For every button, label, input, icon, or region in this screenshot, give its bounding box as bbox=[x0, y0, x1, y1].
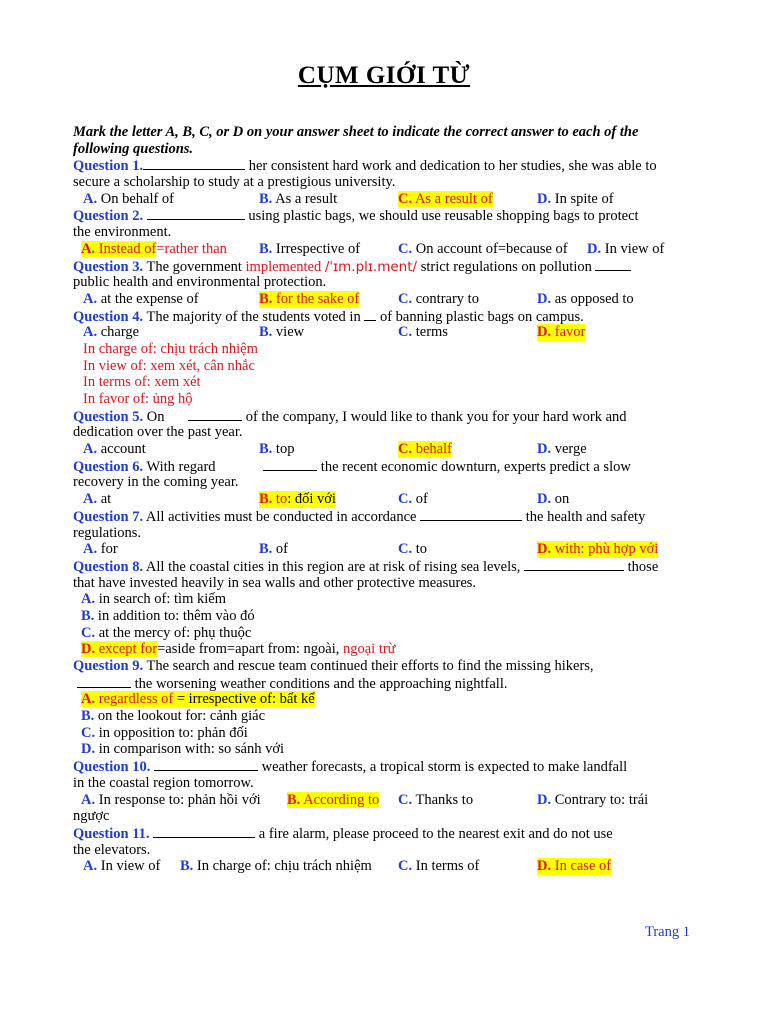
instruction: Mark the letter A, B, C, or D on your answer sheet to indicate the correct answer to each of the following questions. bbox=[73, 124, 639, 157]
answer-blank bbox=[364, 308, 376, 321]
question-text: The search and rescue team continued their efforts to find the missing hikers, bbox=[146, 658, 594, 675]
question-text: public health and environmental protection. bbox=[73, 274, 327, 291]
option-a: A. charge bbox=[83, 324, 140, 341]
question-label: Question 3. bbox=[73, 258, 144, 275]
answer-blank bbox=[420, 508, 522, 521]
option-b: B. in addition to: thêm vào đó bbox=[81, 607, 255, 624]
question-label: Question 4. bbox=[73, 308, 144, 325]
answer-blank bbox=[263, 458, 317, 471]
question-text: the recent economic downturn, experts predict a slow bbox=[320, 458, 631, 475]
option-d: D. verge bbox=[537, 441, 587, 458]
question-text: the worsening weather conditions and the approaching nightfall. bbox=[73, 675, 698, 692]
option-c-answer: C. As a result of bbox=[398, 190, 493, 207]
question-text: secure a scholarship to study at a prestigious university. bbox=[73, 174, 396, 191]
option-c-answer: C. behalf bbox=[398, 441, 452, 458]
question-label: Question 5. bbox=[73, 408, 144, 425]
options-row bbox=[73, 858, 698, 875]
option-a: A. In response to: phản hồi với bbox=[81, 791, 261, 808]
answer-blank bbox=[143, 157, 245, 170]
option-c: C. terms bbox=[398, 324, 448, 341]
option-b: B. In charge of: chịu trách nhiệm bbox=[180, 858, 372, 875]
note: In terms of: xem xét bbox=[83, 374, 201, 391]
answer-blank bbox=[524, 558, 624, 571]
option-b: B. view bbox=[259, 324, 305, 341]
option-d-answer: D. favor bbox=[537, 324, 586, 341]
question-text: using plastic bags, we should use reusable shopping bags to protect bbox=[248, 208, 639, 225]
question-text: On bbox=[146, 408, 165, 425]
option-d: D. In spite of bbox=[537, 190, 614, 207]
option-d: D. as opposed to bbox=[537, 290, 634, 307]
answer-blank bbox=[154, 758, 258, 771]
option-d-answer: D. except for=aside from=apart from: ngoài, ngoại trừ bbox=[81, 641, 396, 658]
options-row bbox=[73, 541, 698, 558]
option-c: C. In terms of bbox=[398, 858, 480, 875]
option-b: B. Irrespective of bbox=[259, 240, 361, 257]
option-a: A. On behalf of bbox=[83, 190, 175, 207]
question-label: Question 10. bbox=[73, 759, 151, 776]
question-2 bbox=[73, 207, 698, 224]
option-c: C. of bbox=[398, 491, 428, 508]
note: In charge of: chịu trách nhiệm bbox=[83, 340, 258, 357]
option-a: A. In view of bbox=[83, 858, 161, 875]
question-label: Question 9. bbox=[73, 658, 144, 675]
option-d: D. Contrary to: trái bbox=[537, 791, 649, 808]
option-c: C. to bbox=[398, 541, 428, 558]
option-a: A. for bbox=[83, 541, 118, 558]
question-3 bbox=[73, 258, 698, 275]
option-d: D. on bbox=[537, 491, 570, 508]
question-label: Question 6. bbox=[73, 458, 144, 475]
question-label: Question 1. bbox=[73, 158, 144, 175]
note: In view of: xem xét, cân nhắc bbox=[83, 357, 255, 374]
question-text: strict regulations on pollution bbox=[420, 258, 592, 275]
question-text: a fire alarm, please proceed to the nearest exit and do not use bbox=[258, 825, 613, 842]
options-row bbox=[73, 324, 698, 341]
question-text: in the coastal region tomorrow. bbox=[73, 774, 254, 791]
option-d-continued: ngược bbox=[73, 808, 110, 825]
question-text: of the company, I would like to thank you for your hard work and bbox=[245, 408, 627, 425]
option-a-answer: A. regardless of = irrespective of: bất kể bbox=[81, 691, 315, 708]
question-5 bbox=[73, 408, 698, 425]
answer-blank bbox=[595, 258, 631, 271]
option-a: A. at bbox=[83, 491, 112, 508]
options-row bbox=[73, 491, 698, 508]
option-b: B. As a result bbox=[259, 190, 338, 207]
page-number: Trang 1 bbox=[645, 924, 690, 940]
question-text: regulations. bbox=[73, 524, 142, 541]
question-label: Question 11. bbox=[73, 825, 150, 842]
question-text: dedication over the past year. bbox=[73, 424, 243, 441]
pronunciation: /ˈɪm.plɪ.ment/ bbox=[324, 258, 418, 275]
option-b: B. top bbox=[259, 441, 295, 458]
answer-blank bbox=[147, 207, 245, 220]
option-a: A. at the expense of bbox=[83, 290, 199, 307]
question-9 bbox=[73, 658, 698, 675]
question-text: of banning plastic bags on campus. bbox=[379, 308, 584, 325]
option-c: C. On account of=because of bbox=[398, 240, 568, 257]
question-7 bbox=[73, 508, 698, 525]
option-a-answer: A. Instead of=rather than bbox=[81, 240, 227, 257]
options-row bbox=[73, 291, 698, 308]
question-text: that have invested heavily in sea walls and other protective measures. bbox=[73, 574, 477, 591]
options-row bbox=[73, 241, 698, 258]
options-row bbox=[73, 191, 698, 208]
options-row bbox=[73, 792, 698, 809]
question-text: The majority of the students voted in bbox=[146, 308, 361, 325]
options-row bbox=[73, 441, 698, 458]
question-label: Question 8. bbox=[73, 558, 144, 575]
option-a: A. account bbox=[83, 441, 146, 458]
question-text: weather forecasts, a tropical storm is expected to make landfall bbox=[261, 759, 628, 776]
question-list bbox=[73, 124, 698, 875]
answer-blank bbox=[153, 825, 255, 838]
question-11 bbox=[73, 825, 698, 842]
option-d-answer: D. In case of bbox=[537, 858, 612, 875]
question-text: her consistent hard work and dedication to her studies, she was able to bbox=[248, 158, 657, 175]
answer-blank bbox=[188, 408, 242, 421]
option-c: C. at the mercy of: phụ thuộc bbox=[81, 624, 252, 641]
option-a: A. in search of: tìm kiếm bbox=[81, 591, 226, 608]
question-text: the environment. bbox=[73, 224, 172, 241]
question-1 bbox=[73, 157, 698, 174]
answer-blank bbox=[77, 675, 131, 688]
option-b-answer: B. for the sake of bbox=[259, 290, 360, 307]
question-text: The government bbox=[146, 258, 242, 275]
option-d: D. in comparison with: so sánh với bbox=[81, 741, 285, 758]
option-b: B. on the lookout for: cảnh giác bbox=[81, 708, 266, 725]
question-text: those bbox=[627, 558, 659, 575]
question-6 bbox=[73, 458, 698, 475]
question-label: Question 2. bbox=[73, 208, 144, 225]
question-text: recovery in the coming year. bbox=[73, 474, 239, 491]
note: In favor of: ủng hộ bbox=[83, 391, 193, 408]
question-10 bbox=[73, 758, 698, 775]
question-text: All activities must be conducted in accordance bbox=[145, 508, 417, 525]
option-d-answer: D. with: phù hợp với bbox=[537, 541, 659, 558]
question-label: Question 7. bbox=[73, 508, 144, 525]
option-b: B. of bbox=[259, 541, 289, 558]
option-d: D. In view of bbox=[587, 240, 665, 257]
question-4 bbox=[73, 308, 698, 325]
question-text: All the coastal cities in this region are at risk of rising sea levels, bbox=[145, 558, 521, 575]
page-title: CỤM GIỚI TỪ bbox=[297, 62, 471, 89]
highlighted-word: implemented bbox=[245, 258, 322, 275]
question-text: the health and safety bbox=[525, 508, 646, 525]
option-c: C. Thanks to bbox=[398, 791, 474, 808]
question-text: the elevators. bbox=[73, 841, 151, 858]
question-text: With regard bbox=[146, 458, 216, 475]
option-c: C. in opposition to: phản đối bbox=[81, 724, 248, 741]
option-b-answer: B. to: đối với bbox=[259, 491, 336, 508]
option-b-answer: B. According to bbox=[287, 791, 380, 808]
option-c: C. contrary to bbox=[398, 290, 479, 307]
question-8 bbox=[73, 558, 698, 575]
